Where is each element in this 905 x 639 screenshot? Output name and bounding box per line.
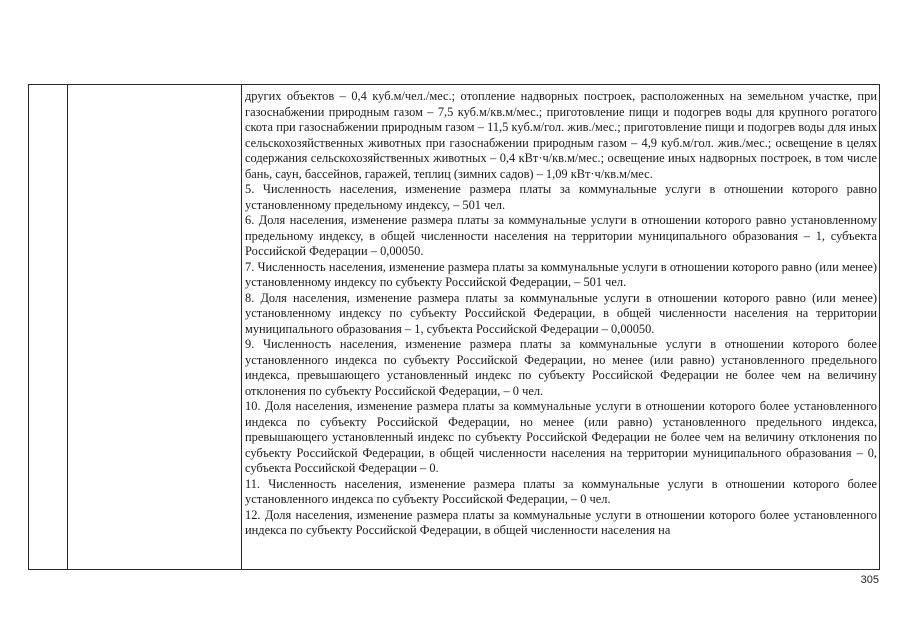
paragraph: 11. Численность населения, изменение размера платы за коммунальные услуги в отношении которого более установленного индекса по субъекту Российской Федерации, – 0 чел. — [245, 476, 877, 506]
table-cell-text — [245, 89, 877, 567]
column-divider-2 — [241, 85, 242, 569]
column-divider-1 — [67, 85, 68, 569]
paragraph: 8. Доля населения, изменение размера платы за коммунальные услуги в отношении которого равно (или менее) установленному индексу по субъекту Российской Федерации, в общей численности населения на территории муниципального образования – 1, субъекта Российской Федерации – 0,00050. — [245, 290, 877, 336]
document-table — [28, 84, 880, 570]
paragraph: 7. Численность населения, изменение размера платы за коммунальные услуги в отношении которого равно (или менее) установленному индексу по субъекту Российской Федерации, – 501 чел. — [245, 259, 877, 289]
paragraph: 5. Численность населения, изменение размера платы за коммунальные услуги в отношении которого равно установленному предельному индексу, – 501 чел. — [245, 182, 877, 212]
paragraph: 9. Численность населения, изменение размера платы за коммунальные услуги в отношении которого более установленного индекса по субъекту Российской Федерации, но менее (или равно) установленного предельного индекса, превышающего установленный индекс по субъекту Российской Федерации не более чем на величину отклонения по субъекту Российской Федерации, – 0 чел. — [245, 337, 877, 398]
paragraph: 12. Доля населения, изменение размера платы за коммунальные услуги в отношении которого более установленного индекса по субъекту Российской Федерации, в общей численности населения на — [245, 507, 877, 537]
paragraph: 10. Доля населения, изменение размера платы за коммунальные услуги в отношении которого более установленного индекса по субъекту Российской Федерации, но менее (или равно) установленного предельного индекса, превышающего установленный индекс по субъекту Российской Федерации не более чем на величину отклонения по субъекту Российской Федерации, в общей численности населения на территории муниципального образования – 0, субъекта Российской Федерации – 0. — [245, 399, 877, 475]
paragraph: 6. Доля населения, изменение размера платы за коммунальные услуги в отношении которого равно установленному предельному индексу, в общей численности населения на территории муниципального образования – 1, субъекта Российской Федерации – 0,00050. — [245, 213, 877, 258]
paragraph: других объектов – 0,4 куб.м/чел./мес.; отопление надворных построек, расположенных на земельном участке, при газоснабжении природным газом – 7,5 куб.м/кв.м/мес.; приготовление пищи и подогрев воды для крупного рогатого скота при газоснабжении природным газом – 11,5 куб.м/гол. жив./мес.; приготовление пищи и подогрев воды для иных сельскохозяйственных животных при газоснабжении природным газом – 4,9 куб.м/гол. жив./мес.; освещение в целях содержания сельскохозяйственных животных – 0,4 кВт·ч/кв.м/мес.; освещение иных надворных построек, в том числе бань, саун, бассейнов, гаражей, теплиц (зимних садов) – 1,09 кВт·ч/кв.м/мес. — [245, 89, 877, 181]
page-number: 305 — [860, 574, 879, 586]
